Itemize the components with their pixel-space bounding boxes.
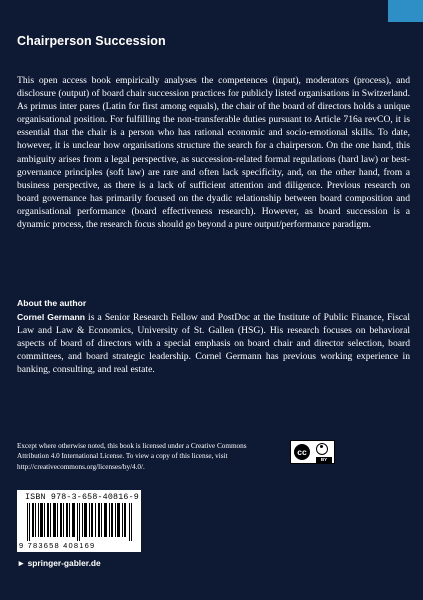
book-title: Chairperson Succession bbox=[17, 34, 166, 48]
isbn-label: ISBN 978-3-658-40816-9 bbox=[25, 493, 139, 502]
person-icon bbox=[316, 443, 328, 455]
accent-strip bbox=[388, 0, 423, 22]
publisher-url[interactable]: springer-gabler.de bbox=[27, 558, 101, 568]
barcode-digits: 9 783658 408169 bbox=[19, 541, 96, 550]
license-notice: Except where otherwise noted, this book is licensed under a Creative Commons Attribution 4.0 International License. To view a copy of this license, visit http://creativecommons.org/licenses/by/4.0/. bbox=[17, 442, 247, 471]
cc-icon: cc bbox=[293, 443, 311, 461]
about-author-heading: About the author bbox=[17, 298, 87, 308]
author-name: Cornel Germann bbox=[17, 312, 85, 322]
author-bio: is a Senior Research Fellow and PostDoc at the Institute of Public Finance, Fiscal Law and Law & Economics, University of St. Gallen (HSG). His research focuses on behavioral aspects of board of directors with a special emphasis on board chair and director selection, board committees, and board strategic leadership. Cornel Germann has previous working experience in banking, consulting, and real estate. bbox=[17, 312, 410, 376]
barcode bbox=[17, 490, 141, 552]
abstract-text: This open access book empirically analyses the competences (input), moderators (process), and disclosure (output) of board chair succession practices for publicly listed organisations in Switzerland. As primus inter pares (Latin for first among equals), the chair of the board of directors holds a unique organisational position. For fulfilling the non-transferable duties pursuant to Article 716a revCO, it is essential that the chair is a person who has rational economic and socio-emotional skills. To date, however, it is unclear how organisations structure the search for a chairperson. On the one hand, this ambiguity arises from a legal perspective, as succession-related formal regulations (hard law) or best-governance principles (soft law) are rare and often lack specificity, and, on the other hand, from a business perspective, as there is a lack of sufficient attention and diligence. Previous research on board governance has primarily focused on the dyadic relationship between board composition and organisational performance (board effectiveness research). However, as board succession is a dynamic process, the research focus should go beyond a pure output/performance paradigm. bbox=[17, 75, 410, 231]
abstract bbox=[17, 74, 410, 231]
cc-by-badge[interactable] bbox=[290, 440, 335, 464]
by-label: BY bbox=[316, 457, 332, 463]
barcode-bars bbox=[25, 503, 135, 541]
publisher-link[interactable]: ► springer-gabler.de bbox=[17, 558, 101, 568]
about-author-text bbox=[17, 311, 410, 376]
